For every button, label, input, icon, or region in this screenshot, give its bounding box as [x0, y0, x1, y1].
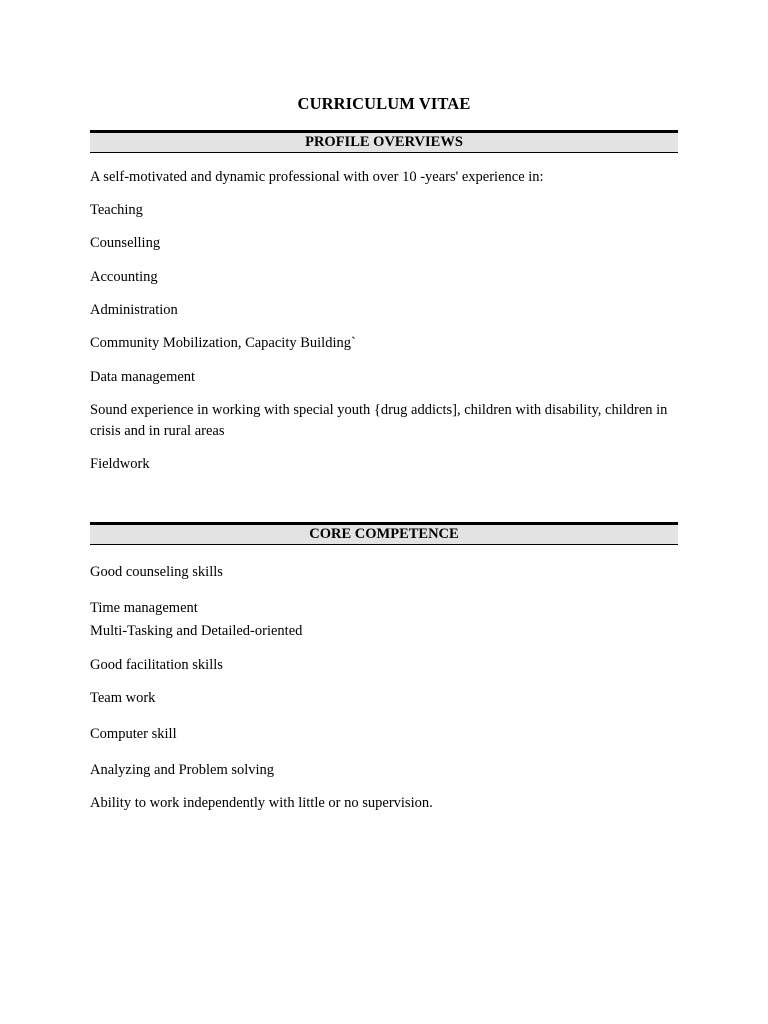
profile-item-community-mobilization: Community Mobilization, Capacity Building`	[90, 335, 356, 351]
competence-item-problem-solving: Analyzing and Problem solving	[90, 762, 275, 778]
profile-item-teaching: Teaching	[90, 202, 143, 218]
competence-item-time-management: Time management	[90, 600, 198, 616]
competence-item-facilitation: Good facilitation skills	[90, 657, 223, 673]
section-header-profile: PROFILE OVERVIEWS	[90, 130, 678, 153]
section-header-competence: CORE COMPETENCE	[90, 522, 678, 545]
profile-intro: A self-motivated and dynamic professional with over 10 -years' experience in:	[90, 169, 544, 185]
profile-item-fieldwork: Fieldwork	[90, 456, 150, 472]
profile-item-administration: Administration	[90, 302, 178, 318]
profile-item-data-management: Data management	[90, 369, 196, 385]
competence-item-counseling: Good counseling skills	[90, 564, 223, 580]
competence-item-team-work: Team work	[90, 690, 156, 706]
profile-item-counselling: Counselling	[90, 235, 161, 251]
document-title: CURRICULUM VITAE	[297, 94, 471, 113]
competence-item-computer-skill: Computer skill	[90, 726, 177, 742]
profile-item-accounting: Accounting	[90, 269, 158, 285]
competence-item-multitasking: Multi-Tasking and Detailed-oriented	[90, 623, 303, 639]
profile-item-special-youth: Sound experience in working with special youth {drug addicts], children with disability, children in crisis and in rural areas	[90, 402, 668, 439]
competence-item-independent-work: Ability to work independently with little or no supervision.	[90, 795, 433, 811]
